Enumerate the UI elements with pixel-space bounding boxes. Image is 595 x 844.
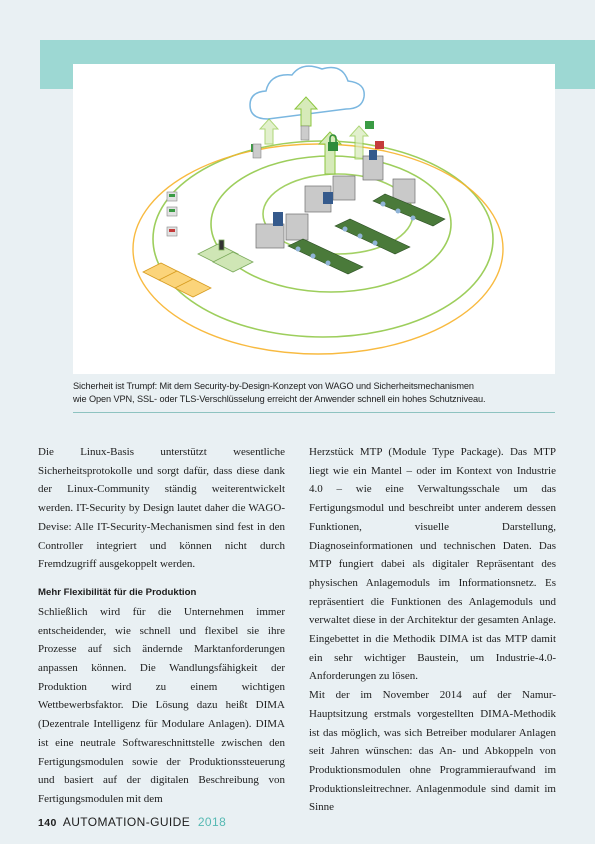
body-paragraph: Schließlich wird für die Unternehmen immer entscheidender, wie schnell und flexibel sie ihre Prozesse auf sich ändernde Marktanforderungen anpassen können. Die Wandlungsfähigkeit der Produktion wird zu einem wichtigen Wettbewerbsfaktor. Die Lösung dazu heißt DIMA (Dezentrale Intelligenz für Modulare Anlagen). DIMA ist eine neutrale Softwareschnittstelle zwischen den Fertigungsmodulen sowie der Produktionssteuerung und basiert auf der digitalen Beschreibung von Fertigungsmodulen mit dem [38, 605, 285, 805]
right-column [309, 443, 556, 817]
page-footer [38, 815, 226, 829]
conveyor-icon [256, 150, 445, 274]
figure-caption [73, 380, 555, 406]
publication-year: 2018 [197, 815, 227, 829]
illustration [73, 64, 555, 374]
body-paragraph: Herzstück MTP (Module Type Package). Das MTP liegt wie ein Mantel – oder im Kontext von Industrie 4.0 – wie eine Verwaltungsschale um das Fertigungsmodul und beschreibt unter anderem dessen Funktionen, visuelle Darstellung, Diagnoseinformationen und technischen Daten. Das MTP fungiert dabei als digitaler Repräsentant des physischen Anlagemoduls im Informationsnetz. Es repräsentiert die Funktionen des Anlagemoduls und verwaltet diese in der Architektur der gesamten Anlage. Eingebettet in die Methodik DIMA ist das MTP damit ein sehr wichtiger Baustein, um Industrie-4.0-Anforderungen zu lösen. [309, 446, 556, 683]
body-paragraph: Die Linux-Basis unterstützt wesentliche Sicherheitsprotokolle und sorgt dafür, dass diese dank der Linux-Community ständig weiterentwickelt werden. IT-Security by Design lautet daher die WAGO-Devise: Alle IT-Security-Mechanismen sind fest in den Controller integriert und können nicht durch Fremdzugriff ausgekoppelt werden. [38, 446, 285, 571]
section-subheading: Mehr Flexibilität für die Produktion [38, 586, 197, 598]
publication-title: AUTOMATION-GUIDE [62, 815, 191, 829]
page-number: 140 [38, 817, 57, 829]
caption-line-2: wie Open VPN, SSL- oder TLS-Verschlüsselung erreicht der Anwender schnell ein hohes Schutzniveau. [73, 394, 486, 404]
left-column [38, 443, 285, 809]
caption-divider [73, 412, 555, 413]
caption-line-1: Sicherheit ist Trumpf: Mit dem Security-by-Design-Konzept von WAGO und Sicherheitsmechanismen [73, 381, 474, 391]
body-paragraph: Mit der im November 2014 auf der Namur-Hauptsitzung erstmals vorgestellten DIMA-Methodik ist das möglich, was sich Betreiber modularer Anlagen seit Jahren wünschen: das An- und Abkoppeln von Produktionsmodulen ohne Programmieraufwand im Produktionsleitrechner. Anlagenmodule sind damit im Sinne [309, 689, 556, 814]
